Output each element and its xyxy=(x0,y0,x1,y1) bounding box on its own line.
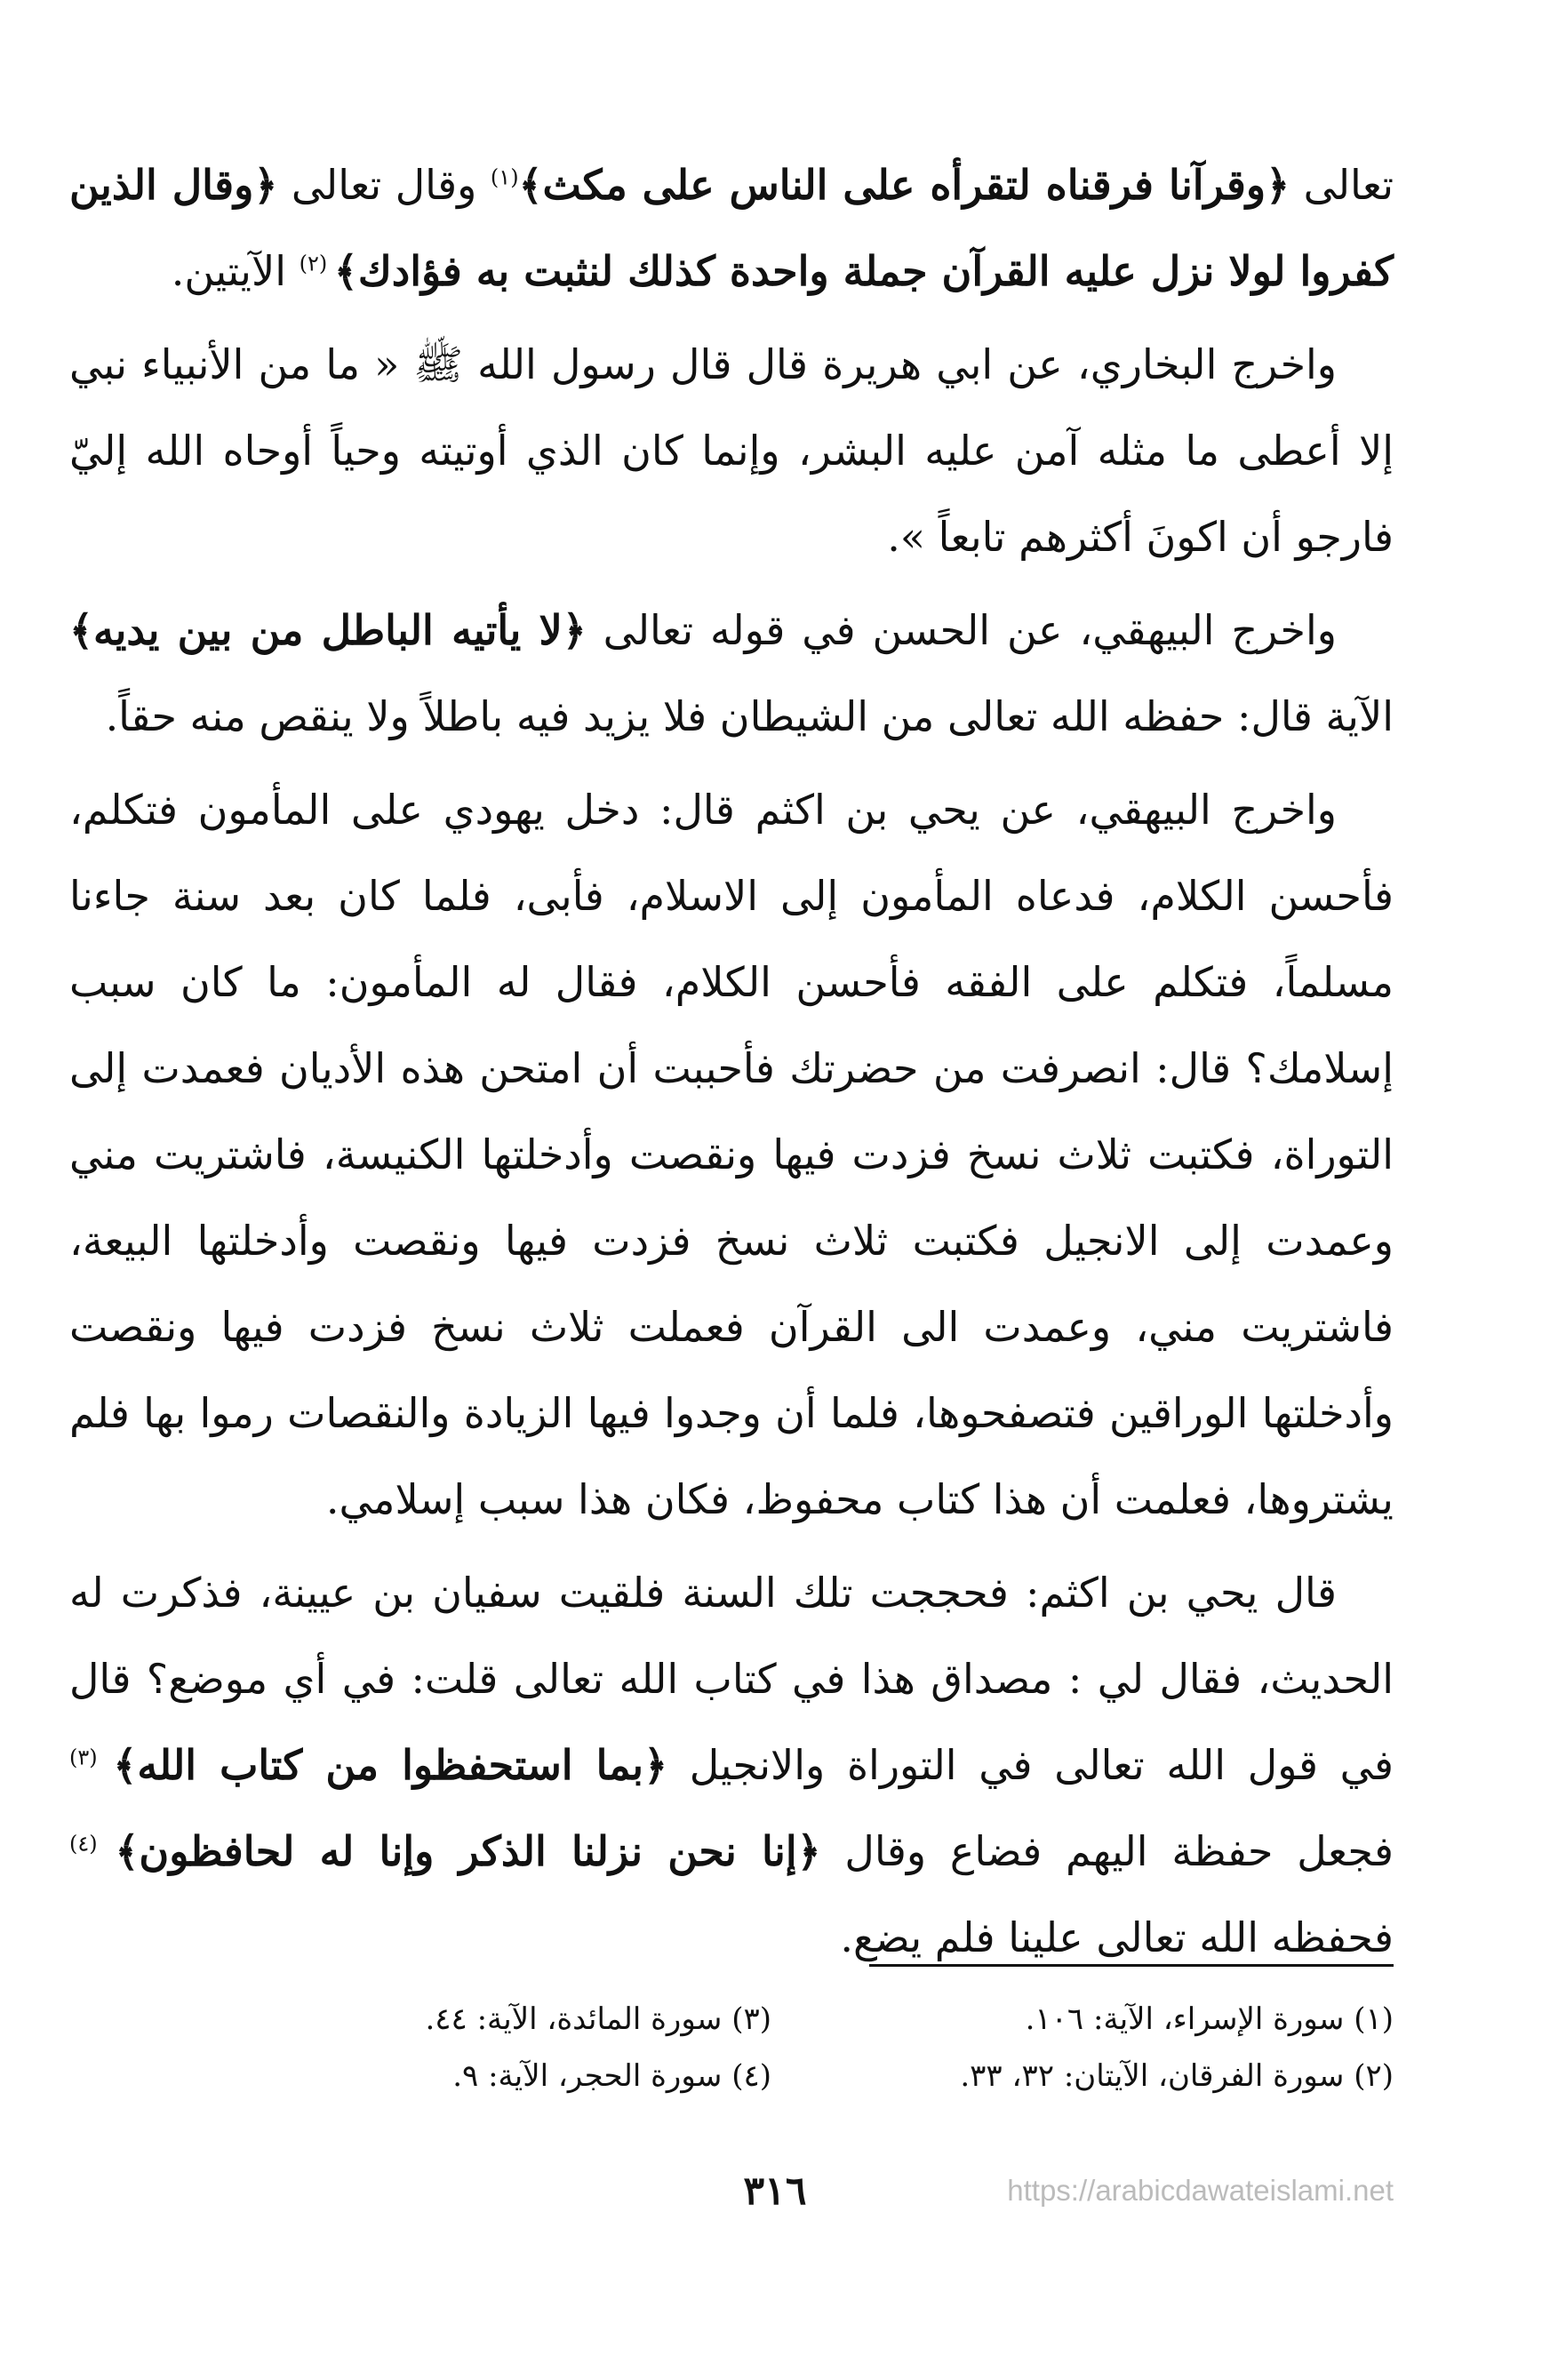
footnote-ref: (١) xyxy=(490,164,519,190)
watermark-url: https://arabicdawateislami.net xyxy=(1007,2174,1394,2207)
paragraph-1 xyxy=(69,142,1394,315)
footnote-4: (٤) سورة الحجر، الآية: ٩. xyxy=(452,2058,771,2094)
paragraph-5 xyxy=(69,1550,1394,1981)
footnote-ref: (٢) xyxy=(299,251,334,276)
footnote-ref: (٣) xyxy=(69,1745,114,1770)
text-segment: واخرج البخاري، عن ابي هريرة قال قال رسول الله ﷺ « ما من الأنبياء نبي إلا أعطى ما مثله آمن عليه البشر، وإنما كان الذي أوتيته وحياً أوحاه الله إليّ فارجو أن اكونَ أكثرهم تابعاً ». xyxy=(69,340,1394,561)
footnote-2: (٢) سورة الفرقان، الآيتان: ٣٢، ٣٣. xyxy=(960,2058,1394,2094)
paragraph-3 xyxy=(69,587,1394,760)
text-segment: فحفظه الله تعالى علينا فلم يضع. xyxy=(840,1913,1394,1961)
footnotes-left-column xyxy=(274,1991,771,2104)
text-segment: واخرج البيهقي، عن الحسن في قوله تعالى xyxy=(586,606,1337,654)
text-segment: الآيتين. xyxy=(171,247,300,295)
main-text xyxy=(69,142,1394,1988)
paragraph-4 xyxy=(69,767,1394,1543)
text-segment: وقال تعالى xyxy=(277,161,491,209)
quran-verse: ﴿لا يأتيه الباطل من بين يديه﴾ xyxy=(69,606,587,654)
quran-verse: ﴿وقرآنا فرقناه لتقرأه على الناس على مكث﴾ xyxy=(518,161,1290,209)
footnote-divider xyxy=(869,1964,1394,1967)
footnote-1: (١) سورة الإسراء، الآية: ١٠٦. xyxy=(1025,2001,1394,2037)
quran-verse: ﴿إنا نحن نزلنا الذكر وإنا له لحافظون﴾ xyxy=(115,1827,821,1875)
page-number: ٣١٦ xyxy=(743,2168,807,2214)
text-segment: تعالى xyxy=(1290,161,1394,209)
quran-verse: ﴿وقال الذين كفروا لولا نزل عليه القرآن جملة واحدة كذلك لنثبت به فؤادك﴾ xyxy=(69,161,1394,295)
footnote-3: (٣) سورة المائدة، الآية: ٤٤. xyxy=(425,2001,771,2037)
text-segment: فجعل حفظة اليهم فضاع وقال xyxy=(820,1827,1394,1875)
text-segment: الآية قال: حفظه الله تعالى من الشيطان فلا يزيد فيه باطلاً ولا ينقص منه حقاً. xyxy=(105,692,1394,740)
footnote-ref: (٤) xyxy=(69,1831,116,1857)
footnotes-right-column xyxy=(896,1991,1394,2104)
quran-verse: ﴿بما استحفظوا من كتاب الله﴾ xyxy=(113,1741,668,1789)
text-segment: قال يحي بن اكثم: فحججت تلك السنة فلقيت سفيان بن عيينة، فذكرت له الحديث، فقال لي : مصداق هذا في كتاب الله تعالى قلت: في أي موضع؟ قال في قول الله تعالى في التوراة والانجيل xyxy=(69,1569,1394,1789)
paragraph-2 xyxy=(69,322,1394,580)
text-segment: واخرج البيهقي، عن يحي بن اكثم قال: دخل يهودي على المأمون فتكلم، فأحسن الكلام، فدعاه المأمون إلى الاسلام، فأبى، فلما كان بعد سنة جاءنا مسلماً، فتكلم على الفقه فأحسن الكلام، فقال له المأمون: ما كان سبب إسلامك؟ قال: انصرفت من حضرتك فأحببت أن امتحن هذه الأديان فعمدت إلى التوراة، فكتبت ثلاث نسخ فزدت فيها ونقصت وأدخلتها الكنيسة، فاشتريت مني وعمدت إلى الانجيل فكتبت ثلاث نسخ فزدت فيها ونقصت وأدخلتها البيعة، فاشتريت مني، وعمدت الى القرآن فعملت ثلاث نسخ فزدت فيها ونقصت وأدخلتها الوراقين فتصفحوها، فلما أن وجدوا فيها الزيادة والنقصات رموا بها فلم يشتروها، فعلمت أن هذا كتاب محفوظ، فكان هذا سبب إسلامي. xyxy=(69,786,1394,1523)
